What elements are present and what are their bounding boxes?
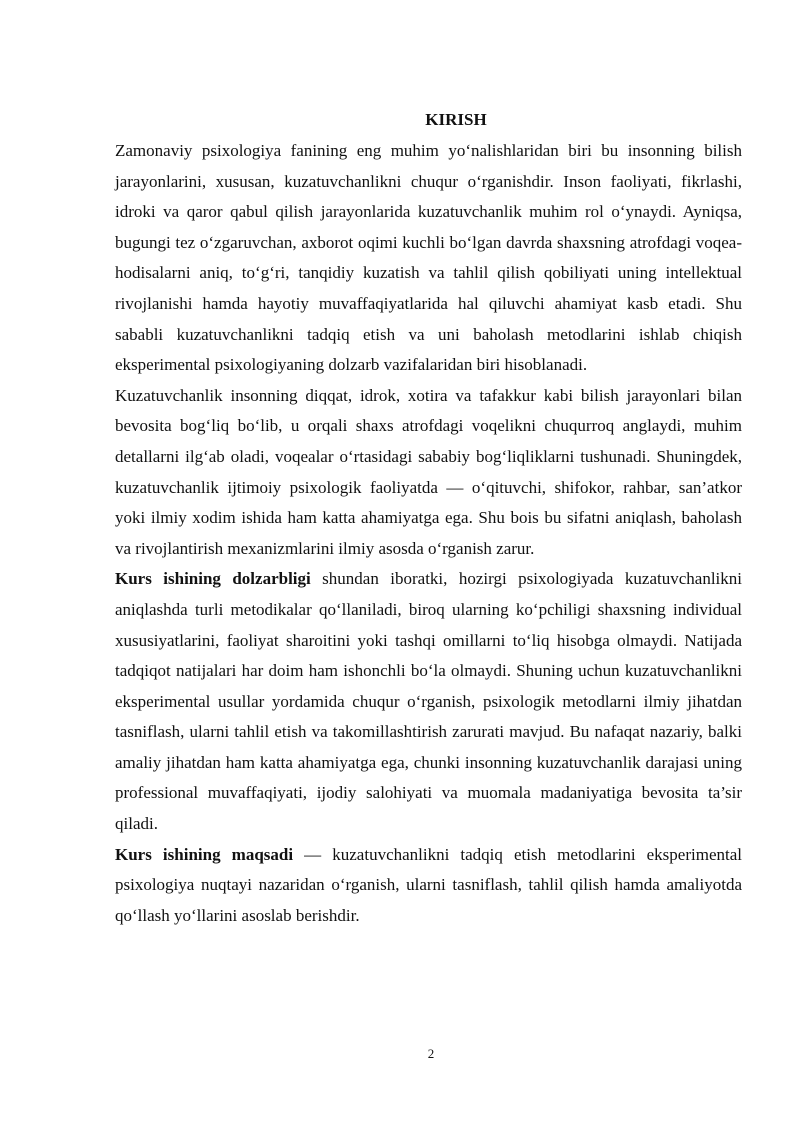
paragraph-observation: Kuzatuvchanlik insonning diqqat, idrok, xotira va tafakkur kabi bilish jarayonlari bilan bevosita bog‘liq bo‘lib, u orqali shaxs atrofdagi voqelikni chuqurroq anglaydi, muhim detallarni ilg‘ab oladi, voqealar o‘rtasidagi sababiy bog‘liqliklarni tushunadi. Shuningdek, kuzatuvchanlik ijtimoiy psixologik faoliyatda — o‘qituvchi, shifokor, rahbar, san’atkor yoki ilmiy xodim ishida ham katta ahamiyatga ega. Shu bois bu sifatni aniqlash, baholash va rivojlantirish mexanizmlarini ilmiy asosda o‘rganish zarur. [115,385,742,558]
relevance-text: shundan iboratki, hozirgi psixologiyada kuzatuvchanlikni aniqlashda turli metodikalar qo‘llaniladi, biroq ularning ko‘pchiligi shaxsning individual xususiyatlarini, faoliyat sharoitini yoki tashqi omillarni to‘liq hisobga olmaydi. Natijada tadqiqot natijalari har doim ham ishonchli bo‘la olmaydi. Shuning uchun kuzatuvchanlikni eksperimental usullar yordamida chuqur o‘rganish, psixologik metodlarni ilmiy jihatdan tasniflash, ularni tahlil etish va takomillashtirish zarurati mavjud. Bu nafaqat nazariy, balki amaliy jihatdan ham katta ahamiyatga ega, chunki insonning kuzatuvchanlik darajasi uning professional muvaffaqiyati, ijodiy salohiyati va muomala madaniyatiga bevosita ta’sir qiladi. [115,569,742,834]
goal-heading: Kurs ishining maqsadi [115,844,294,864]
goal-text: — kuzatuvchanlikni tadqiq etish metodlarini eksperimental psixologiya nuqtayi nazaridan o‘rganish, ularni tasniflash, tahlil qilish hamda amaliyotda qo‘llash yo‘llarini asoslab berishdir. [115,844,742,925]
section-title: KIRISH [425,110,487,129]
paragraph-intro: Zamonaviy psixologiya fanining eng muhim yo‘nalishlaridan biri bu insonning bilish jarayonlarini, xususan, kuzatuvchanlikni chuqur o‘rganishdir. Inson faoliyati, fikrlashi, idroki va qaror qabul qilish jarayonlarida kuzatuvchanlik muhim rol o‘ynaydi. Ayniqsa, bugungi tez o‘zgaruvchan, axborot oqimi kuchli bo‘lgan davrda shaxsning atrofdagi voqea-hodisalarni aniq, to‘g‘ri, tanqidiy kuzatish va tahlil qilish qobiliyati uning intellektual rivojlanishi hamda hayotiy muvaffaqiyatlarida hal qiluvchi ahamiyat kasb etadi. Shu sababli kuzatuvchanlikni tadqiq etish va uni baholash metodlarini ishlab chiqish eksperimental psixologiyaning dolzarb vazifalaridan biri hisoblanadi. [115,141,742,375]
relevance-heading: Kurs ishining dolzarbligi [115,569,311,589]
document-page [115,107,742,931]
paragraph-relevance [115,564,742,839]
paragraph-goal [115,840,742,932]
page-number: 2 [427,1046,435,1061]
